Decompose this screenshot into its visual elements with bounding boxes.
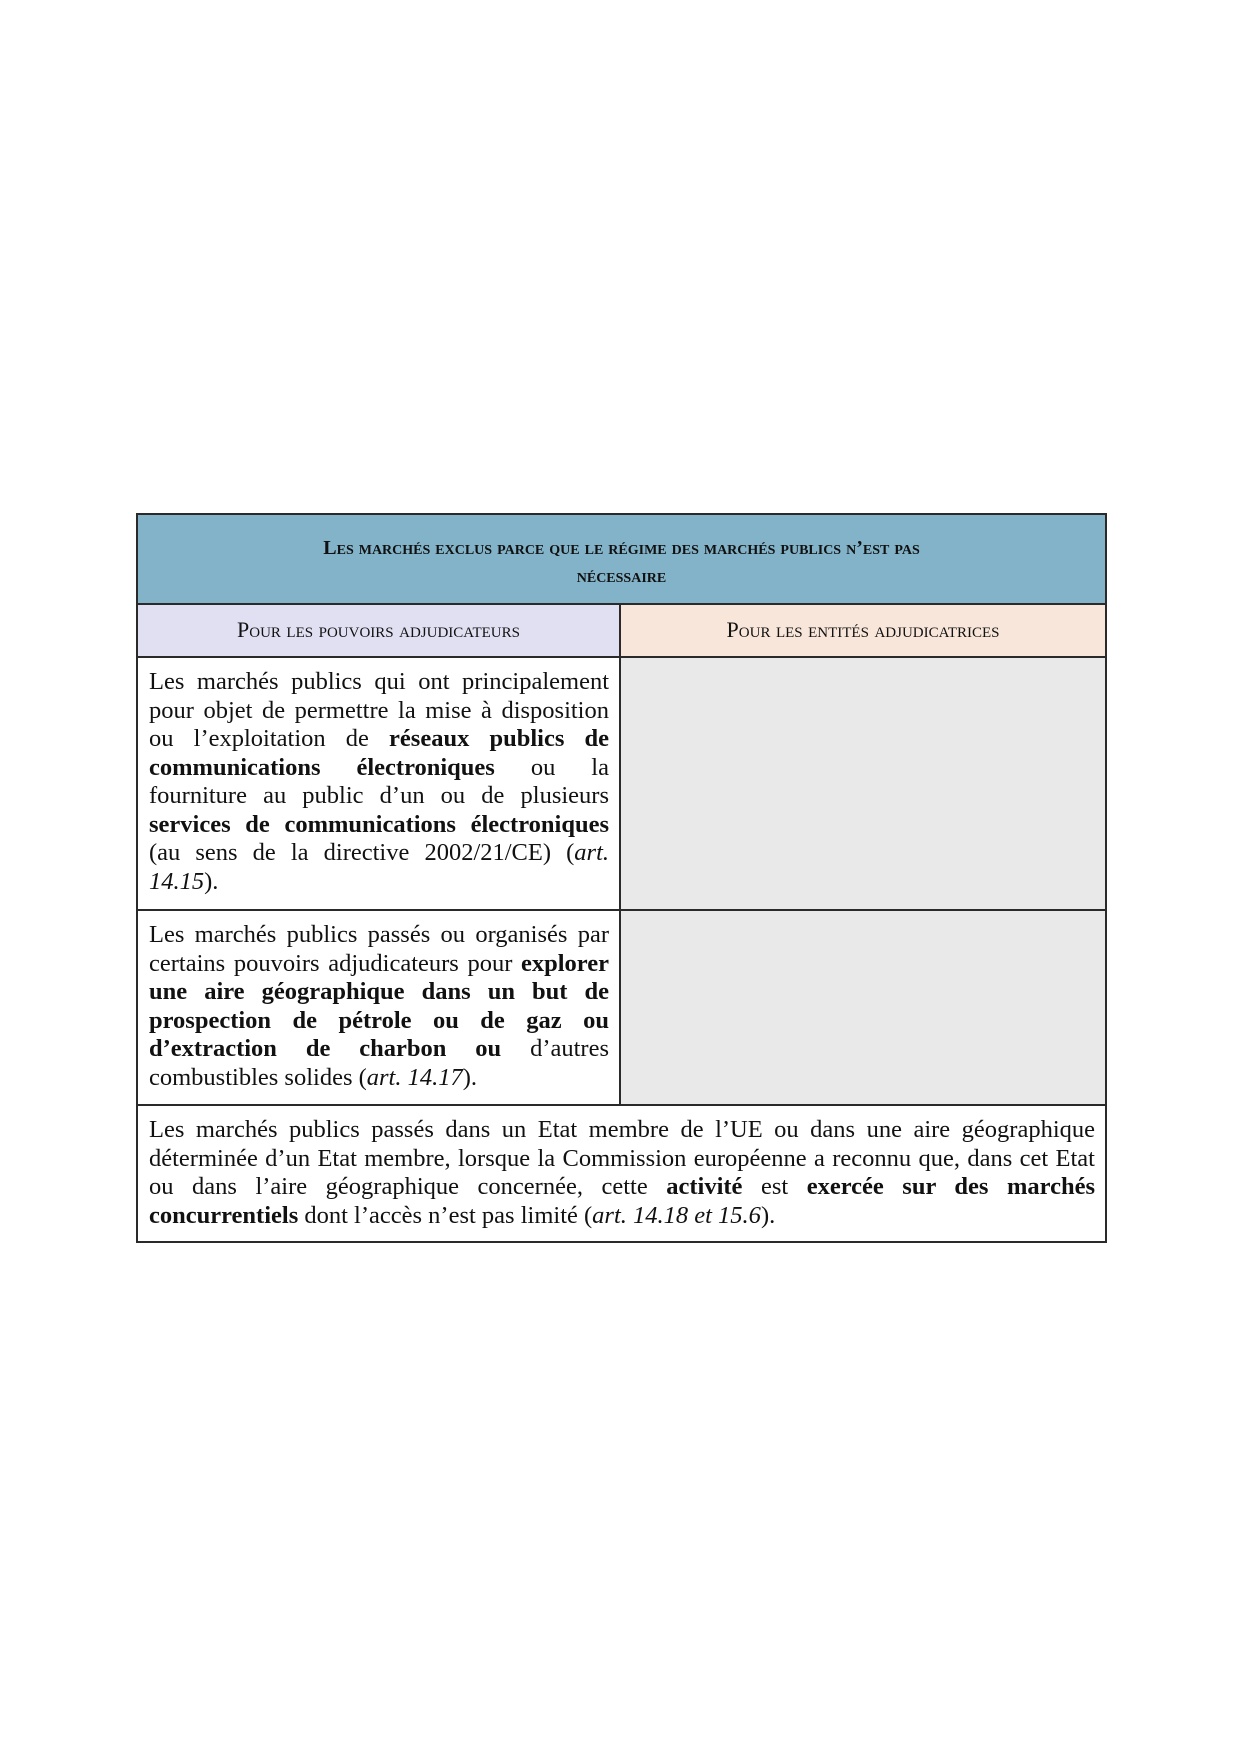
row1-left-cell <box>137 657 620 910</box>
row2-text-1: Les marchés publics passés ou organisés par certains pouvoirs adjudicateurs pour <box>149 921 609 977</box>
row1-text-4: ). <box>204 867 219 895</box>
column-header-entites: Pour les entités adjudicatrices <box>620 604 1106 657</box>
row2-text-2: d’autres combustibles solides ( <box>149 1035 609 1091</box>
row2-text-3: ). <box>462 1063 478 1091</box>
row3-full-cell <box>137 1105 1106 1242</box>
row3-text-3: dont l’accès n’est pas limité ( <box>298 1201 593 1229</box>
row2-left-cell <box>137 910 620 1105</box>
row1-bold-1: réseaux publics de communications électroniques <box>149 725 610 781</box>
row2-right-cell <box>620 910 1106 1105</box>
row3-text-4: ). <box>760 1201 776 1229</box>
row3-article-ref: art. 14.18 et 15.6 <box>592 1201 761 1229</box>
table-title-line2: nécessaire <box>576 565 667 587</box>
row3-bold-2: exercée sur des marchés concurrentiels <box>149 1173 1095 1229</box>
table-title-line1: Les marchés exclus parce que le régime des marchés publics n’est pas <box>323 537 920 559</box>
row2-bold-1: explorer une aire géographique dans un but de prospection de pétrole ou de gaz ou d’extraction de charbon ou <box>149 949 609 1062</box>
row1-bold-2: services de communications électroniques <box>149 810 609 838</box>
row3-text-2: est <box>742 1173 807 1200</box>
row1-right-cell <box>620 657 1106 910</box>
table-title <box>137 514 1106 604</box>
row1-text-1: Les marchés publics qui ont principalement pour objet de permettre la mise à disposition ou l’exploitation de <box>149 668 609 752</box>
row1-text-3: (au sens de la directive 2002/21/CE) ( <box>149 839 575 866</box>
row3-text-1: Les marchés publics passés dans un Etat membre de l’UE ou dans une aire géographique déterminée d’un Etat membre, lorsque la Commission européenne a reconnu que, dans cet Etat ou dans l’aire géographique concernée, cette <box>149 1116 1095 1200</box>
row3-bold-1: activité <box>666 1173 743 1200</box>
row1-text-2: ou la fourniture au public d’un ou de plusieurs <box>149 753 609 809</box>
row1-article-ref: art. 14.15 <box>149 839 609 895</box>
column-header-pouvoirs: Pour les pouvoirs adjudicateurs <box>137 604 620 657</box>
exclusions-table <box>136 513 1107 1243</box>
row2-article-ref: art. 14.17 <box>366 1063 463 1091</box>
